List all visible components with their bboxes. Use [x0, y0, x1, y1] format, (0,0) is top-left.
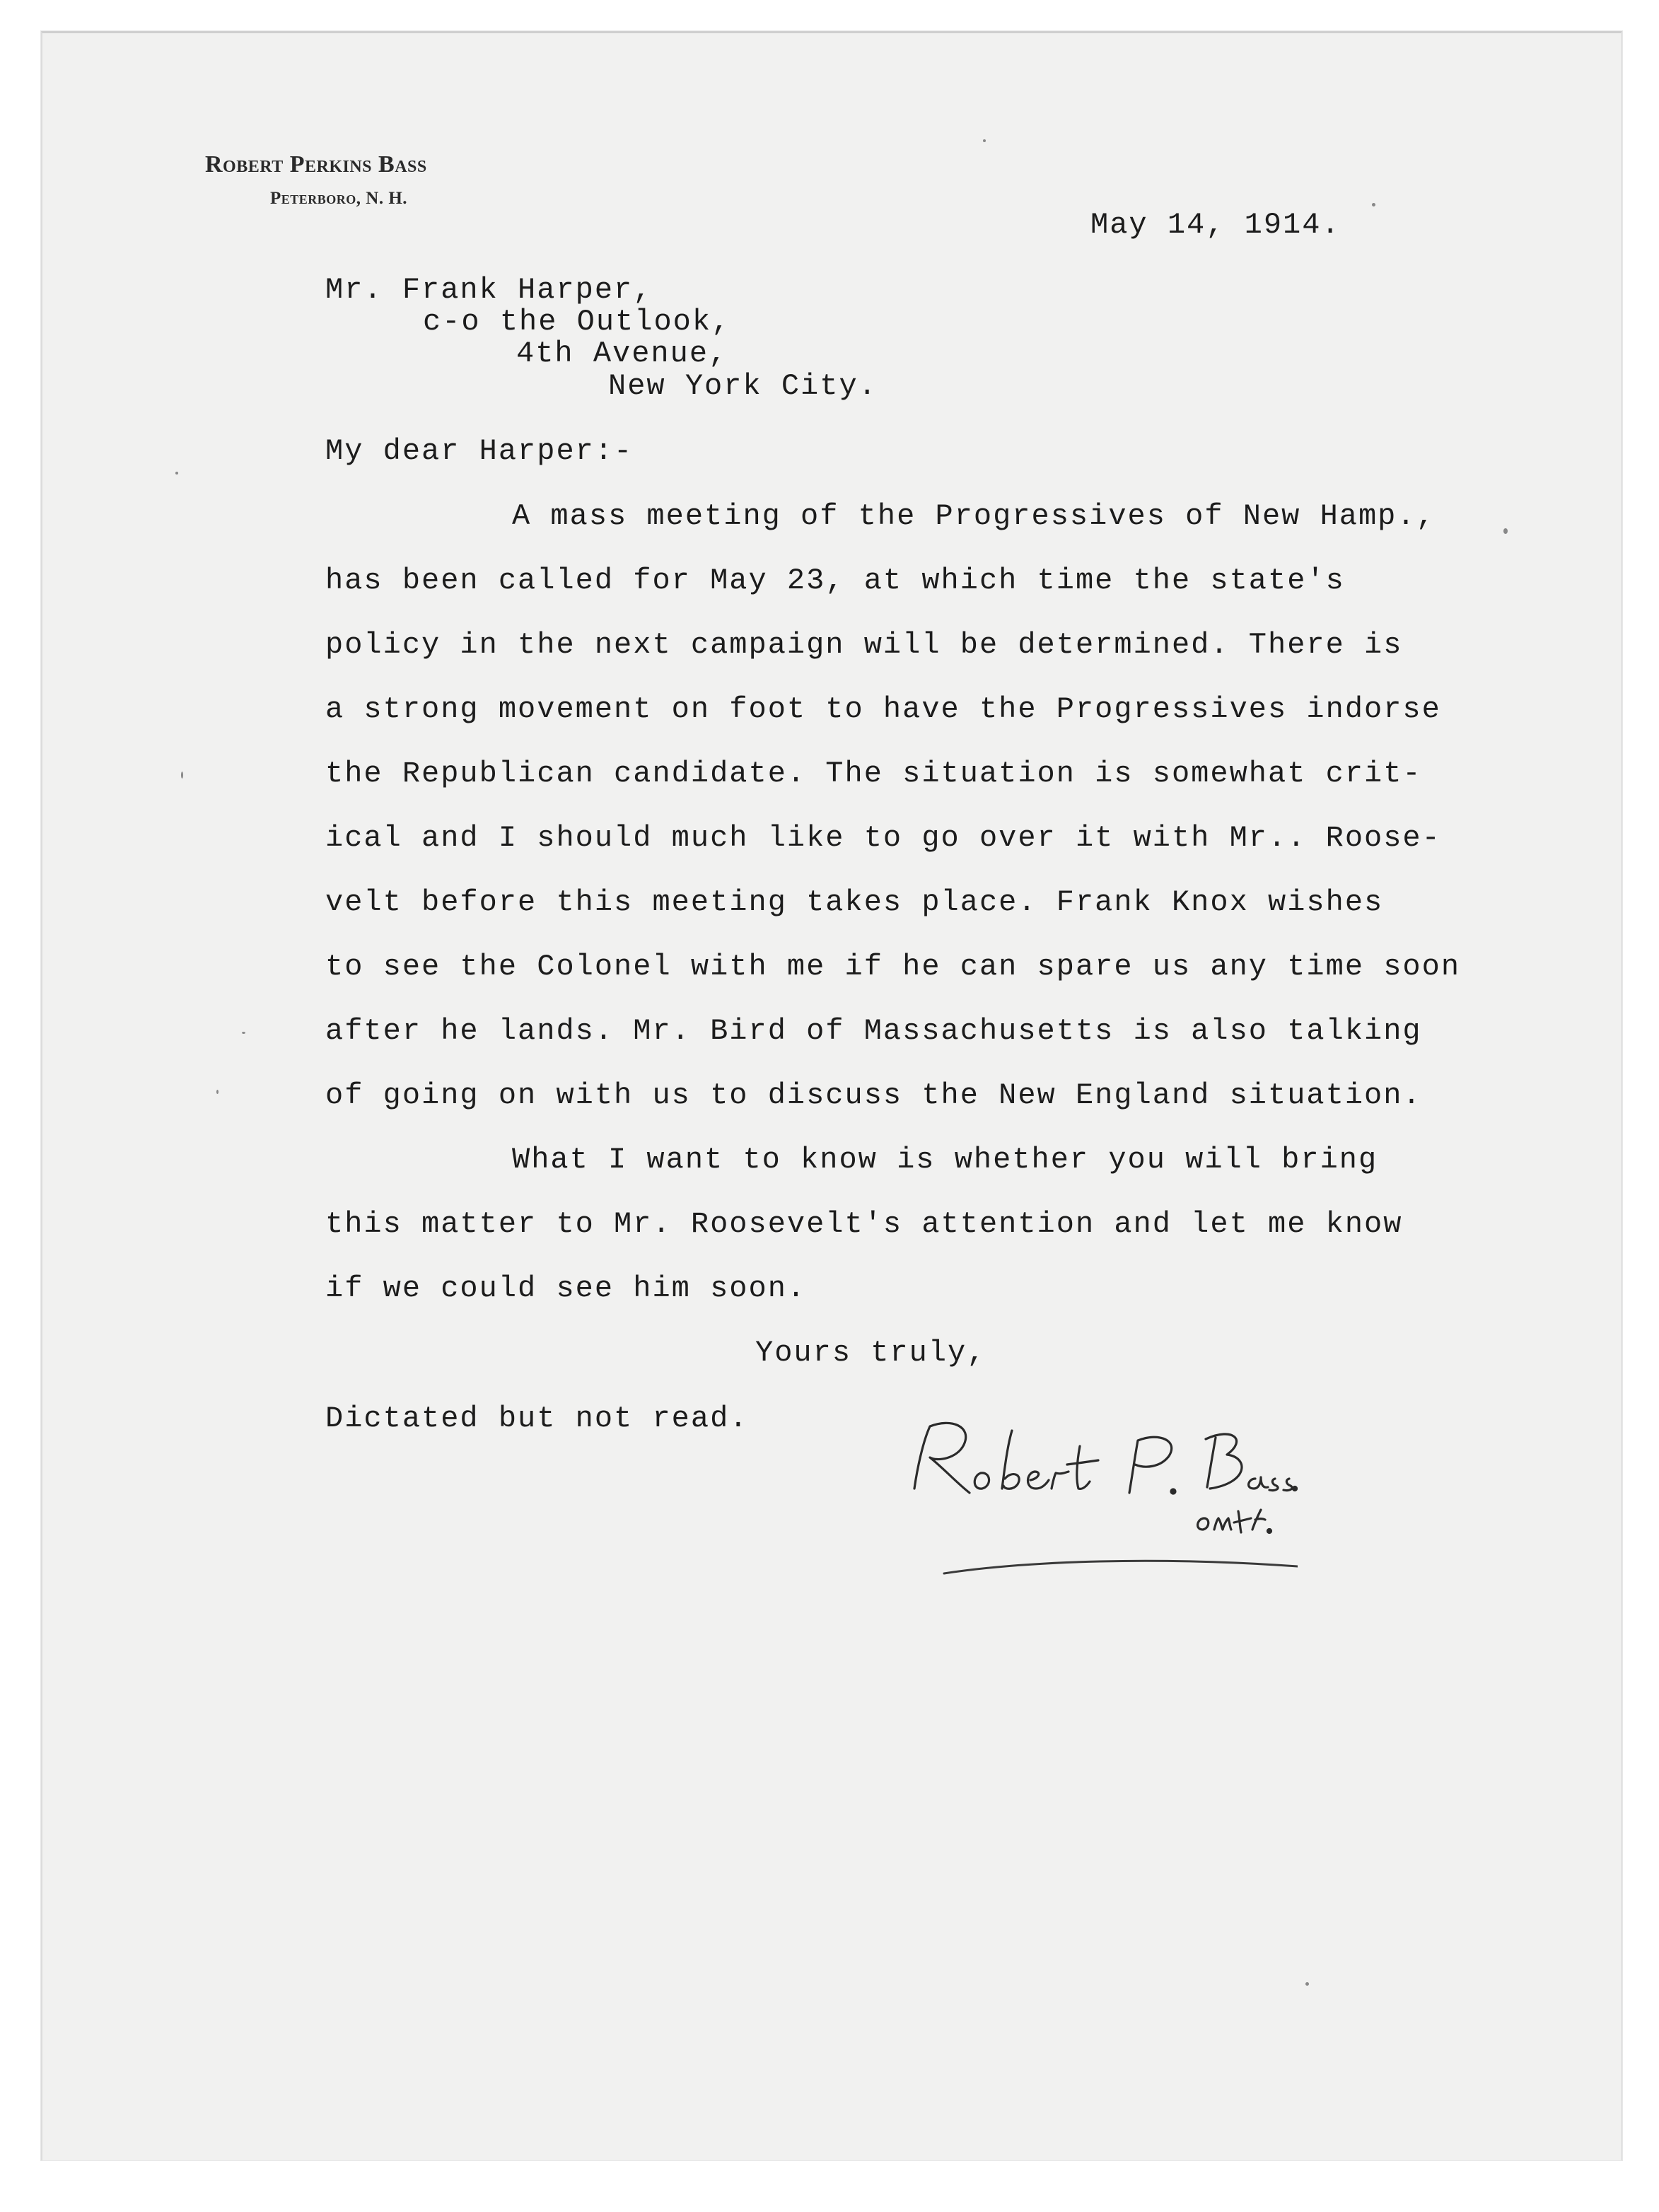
body-line: after he lands. Mr. Bird of Massachusetts is also talking: [325, 1014, 1422, 1048]
letter-date: May 14, 1914.: [1090, 208, 1341, 242]
letterhead-name: Robert Perkins Bass: [205, 151, 427, 177]
body-line: this matter to Mr. Roosevelt's attention and let me know: [325, 1207, 1403, 1241]
body-line: A mass meeting of the Progressives of New Hamp.,: [512, 499, 1436, 533]
paper-speck: [1503, 528, 1508, 534]
body-line: policy in the next campaign will be determined. There is: [325, 628, 1403, 662]
body-line: velt before this meeting takes place. Frank Knox wishes: [325, 885, 1384, 919]
paper-speck: [216, 1090, 219, 1094]
recipient-street: 4th Avenue,: [516, 337, 728, 371]
body-line: has been called for May 23, at which time the state's: [325, 564, 1345, 598]
body-line: to see the Colonel with me if he can spare us any time soon: [325, 950, 1461, 984]
closing: Yours truly,: [755, 1336, 986, 1370]
salutation: My dear Harper:-: [325, 434, 634, 468]
handwritten-signature: [902, 1405, 1298, 1575]
paper-speck: [175, 472, 178, 475]
paper-speck: [1305, 1982, 1309, 1986]
body-line: What I want to know is whether you will bring: [512, 1143, 1378, 1177]
recipient-care-of: c-o the Outlook,: [423, 305, 731, 339]
recipient-name: Mr. Frank Harper,: [325, 273, 653, 307]
dictation-note: Dictated but not read.: [325, 1402, 749, 1436]
letter-page: [41, 31, 1622, 2160]
paper-speck: [1372, 203, 1375, 206]
paper-speck: [242, 1032, 245, 1034]
body-line: the Republican candidate. The situation is somewhat crit-: [325, 757, 1422, 791]
letterhead-town: Peterboro, N. H.: [270, 189, 408, 208]
paper-speck: [983, 139, 986, 142]
body-line: ical and I should much like to go over it with Mr.. Roose-: [325, 821, 1441, 855]
recipient-city: New York City.: [608, 369, 878, 403]
paper-speck: [181, 772, 183, 779]
body-line: if we could see him soon.: [325, 1271, 807, 1305]
body-line: of going on with us to discuss the New England situation.: [325, 1078, 1422, 1112]
body-line: a strong movement on foot to have the Progressives indorse: [325, 692, 1441, 726]
